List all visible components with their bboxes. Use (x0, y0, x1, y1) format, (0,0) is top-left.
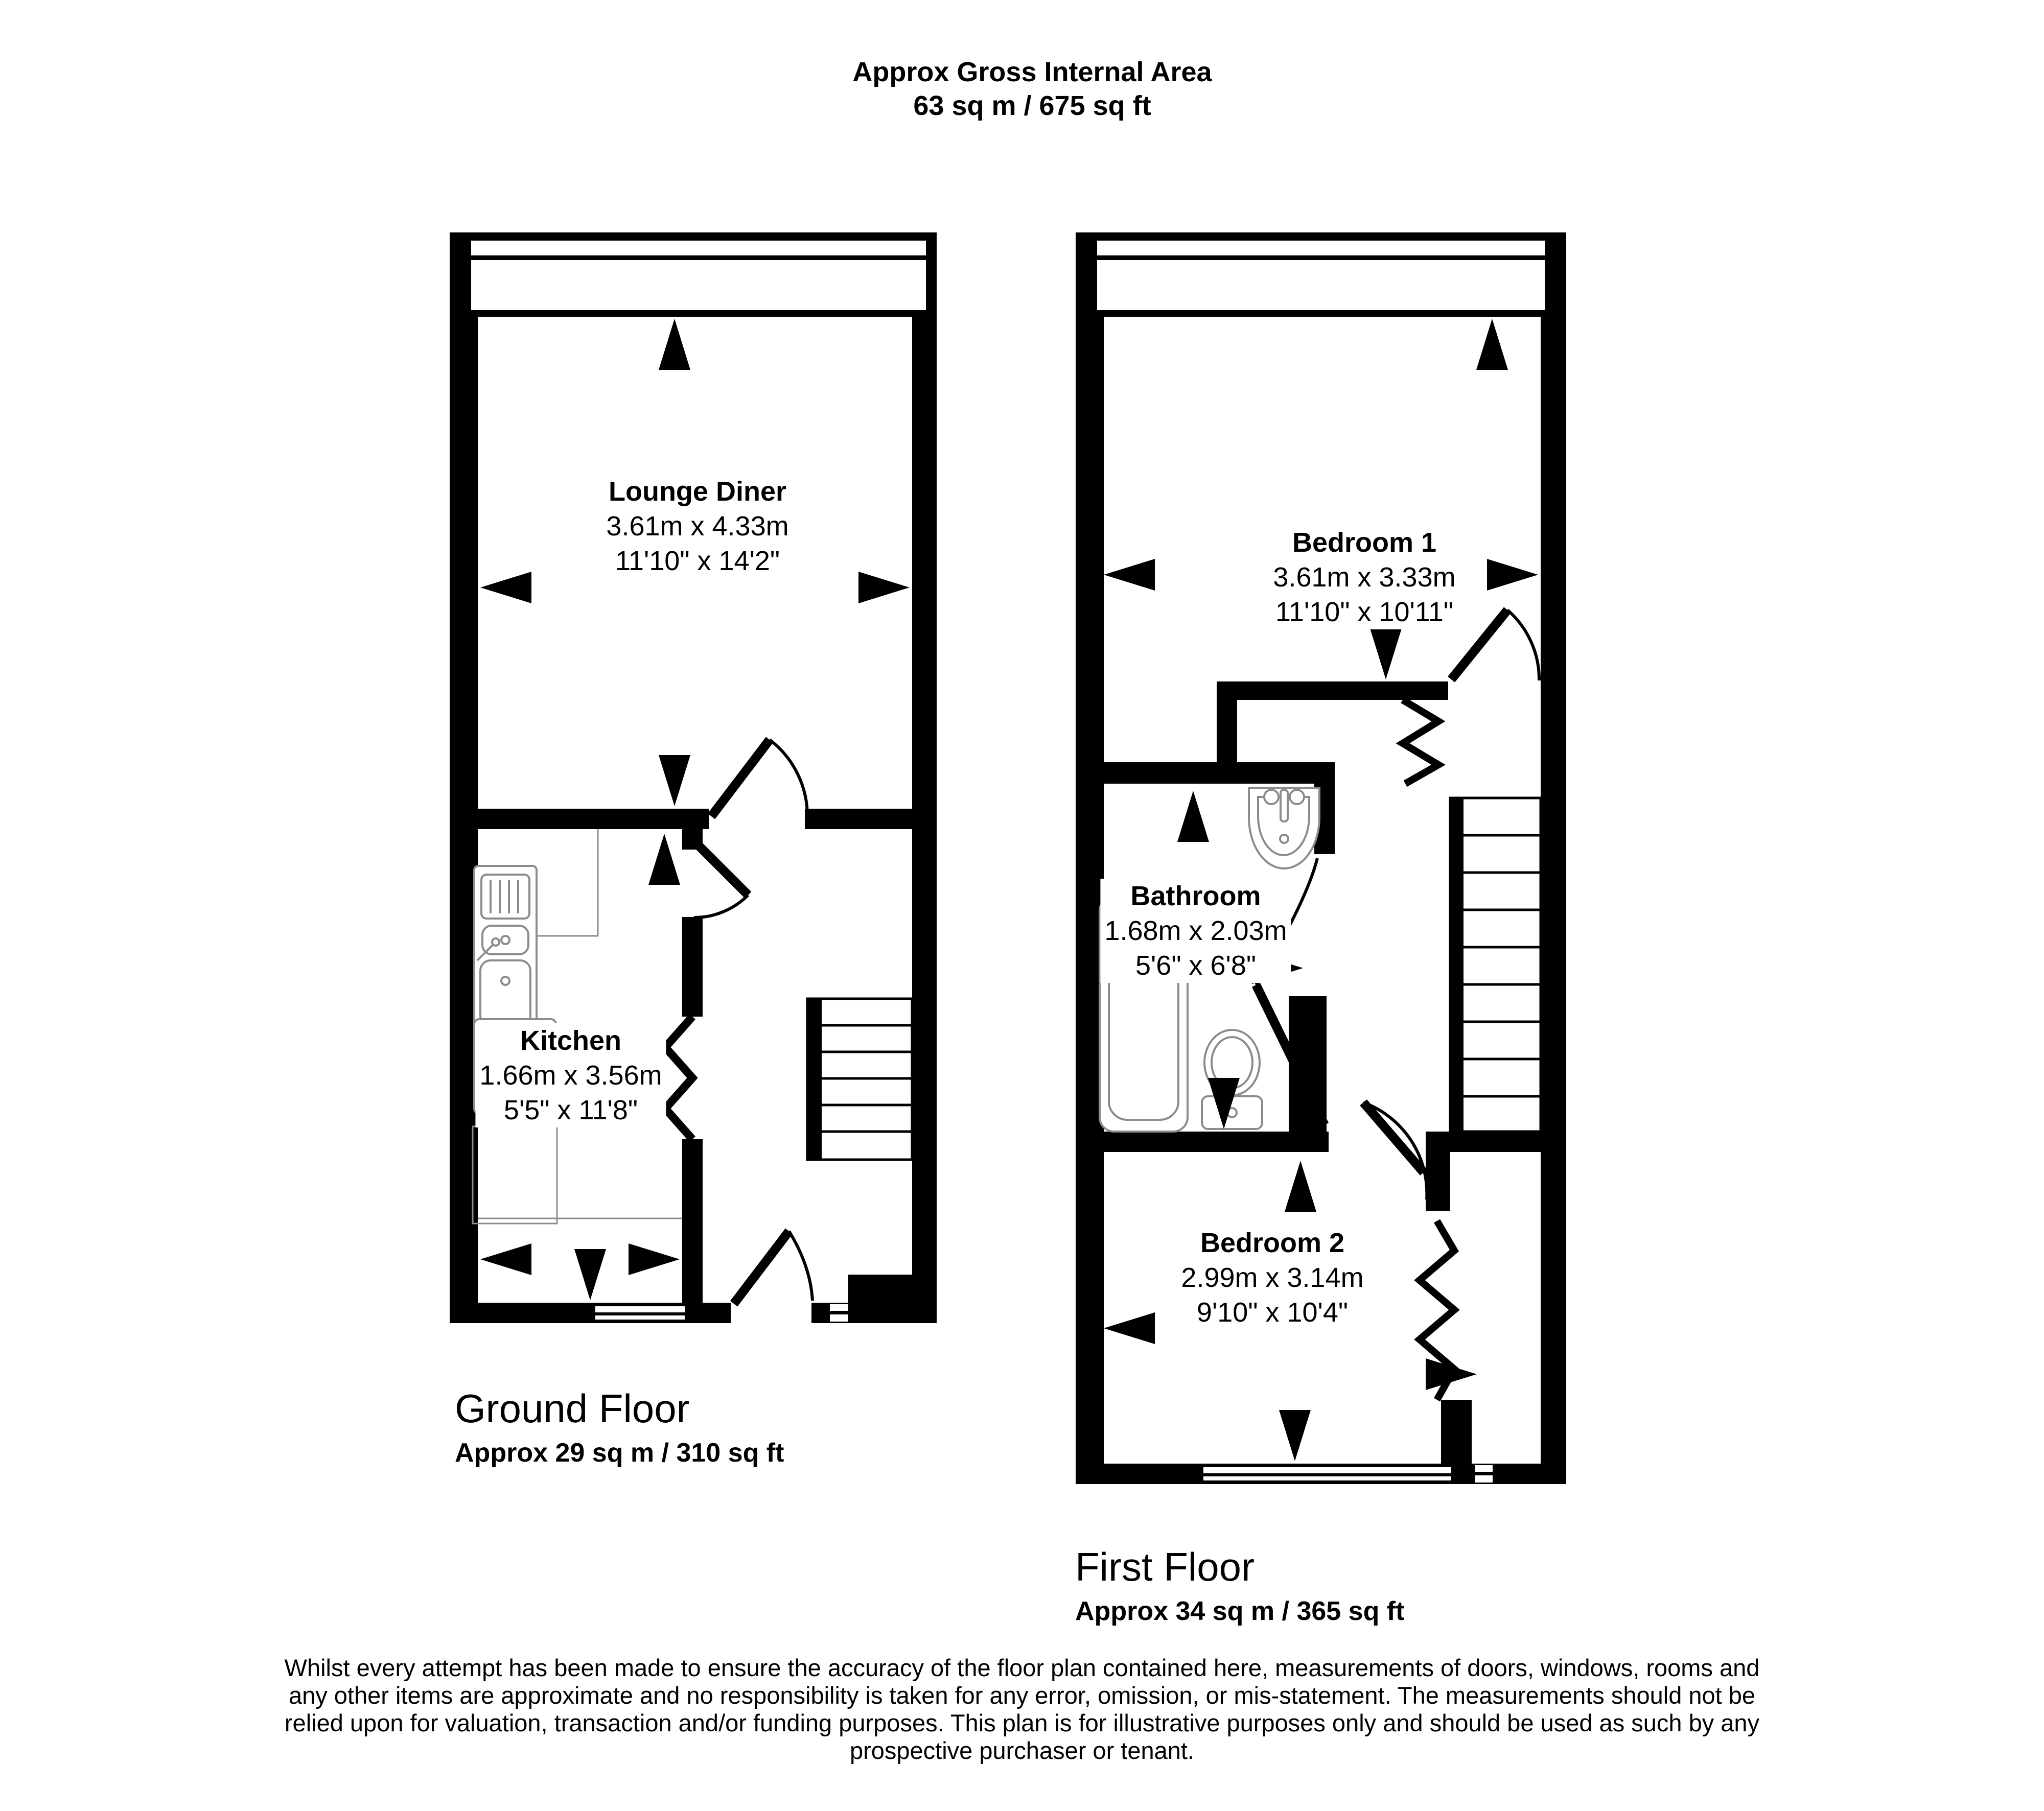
room-dims-metric: 1.68m x 2.03m (1104, 915, 1287, 946)
ff-bedroom1-door-icon (1451, 610, 1539, 680)
arrow-down-icon (574, 1249, 606, 1300)
arrow-left-icon (1104, 1312, 1155, 1344)
disclaimer-text (0, 1654, 2044, 1765)
room-name: Bedroom 2 (1200, 1228, 1345, 1258)
ff-bedroom2-door-icon (1363, 1102, 1427, 1200)
room-dims-imperial: 5'6" x 6'8" (1135, 950, 1257, 981)
arrow-down-icon (659, 755, 690, 806)
floor-area: Approx 29 sq m / 310 sq ft (455, 1438, 784, 1468)
arrow-up-icon (659, 319, 690, 370)
arrow-up-icon (1285, 1161, 1316, 1212)
gf-front-window-icon (471, 236, 926, 317)
first-floor-caption (1075, 1545, 1404, 1627)
disclaimer-line4: prospective purchaser or tenant. (849, 1737, 1195, 1764)
arrow-right-icon (1487, 559, 1538, 591)
room-name: Kitchen (520, 1025, 622, 1056)
ground-floor-caption (455, 1386, 784, 1468)
arrow-down-icon (1279, 1410, 1311, 1461)
floor-name: Ground Floor (455, 1386, 690, 1431)
ff-rear-window-icon (1203, 1464, 1493, 1484)
gf-stairs (807, 999, 912, 1160)
arrow-left-icon (1104, 559, 1155, 591)
ff-stairs (1450, 798, 1541, 1132)
arrow-left-icon (480, 572, 531, 603)
room-name: Bathroom (1130, 881, 1261, 911)
gf-lounge-door-icon (711, 740, 807, 816)
room-label-bedroom1 (1269, 525, 1459, 629)
gf-hall-door-icon (694, 842, 748, 918)
room-label-bathroom (1100, 879, 1291, 983)
room-label-kitchen (475, 1023, 666, 1127)
room-label-lounge-diner (602, 474, 793, 578)
gf-kitchen-bifold-door-icon (665, 1017, 692, 1139)
room-dims-imperial: 5'5" x 11'8" (503, 1095, 638, 1125)
room-name: Lounge Diner (608, 476, 786, 507)
disclaimer-line1: Whilst every attempt has been made to ensure the accuracy of the floor plan contained here, measurements of doors, windows, rooms and (284, 1654, 1760, 1681)
arrow-left-icon (480, 1243, 531, 1275)
ff-front-window-icon (1097, 236, 1545, 317)
arrow-right-icon (629, 1243, 680, 1275)
room-label-bedroom2 (1177, 1226, 1367, 1330)
disclaimer-line3: relied upon for valuation, transaction and/or funding purposes. This plan is for illustrative purposes only and should be used as such by any (284, 1709, 1760, 1736)
arrow-down-icon (1370, 628, 1402, 679)
room-dims-metric: 2.99m x 3.14m (1181, 1262, 1364, 1293)
arrow-right-icon (858, 572, 910, 603)
floor-name: First Floor (1075, 1544, 1255, 1589)
arrow-up-icon (1177, 791, 1209, 842)
room-dims-imperial: 11'10" x 10'11" (1275, 597, 1454, 627)
ground-floor-plan (450, 232, 937, 1323)
arrow-up-icon (1476, 319, 1508, 370)
room-dims-metric: 3.61m x 4.33m (606, 511, 789, 542)
room-dims-metric: 1.66m x 3.56m (479, 1060, 662, 1091)
disclaimer-line2: any other items are approximate and no responsibility is taken for any error, omission, or mis-statement. The measurements should not be (288, 1682, 1756, 1709)
room-dims-metric: 3.61m x 3.33m (1273, 562, 1456, 593)
floor-area: Approx 34 sq m / 365 sq ft (1075, 1596, 1405, 1626)
ff-cupboard-bifold-door-icon (1403, 700, 1438, 784)
title-line2: 63 sq m / 675 sq ft (913, 90, 1151, 121)
page-title (852, 55, 1212, 123)
arrow-up-icon (648, 834, 680, 885)
room-name: Bedroom 1 (1292, 527, 1437, 558)
room-dims-imperial: 11'10" x 14'2" (615, 546, 780, 576)
title-line1: Approx Gross Internal Area (852, 57, 1212, 87)
room-dims-imperial: 9'10" x 10'4" (1196, 1297, 1349, 1328)
gf-rear-door-icon (734, 1231, 812, 1304)
bathroom-basin-icon (1249, 788, 1319, 868)
kitchen-sink-icon (474, 866, 537, 1037)
